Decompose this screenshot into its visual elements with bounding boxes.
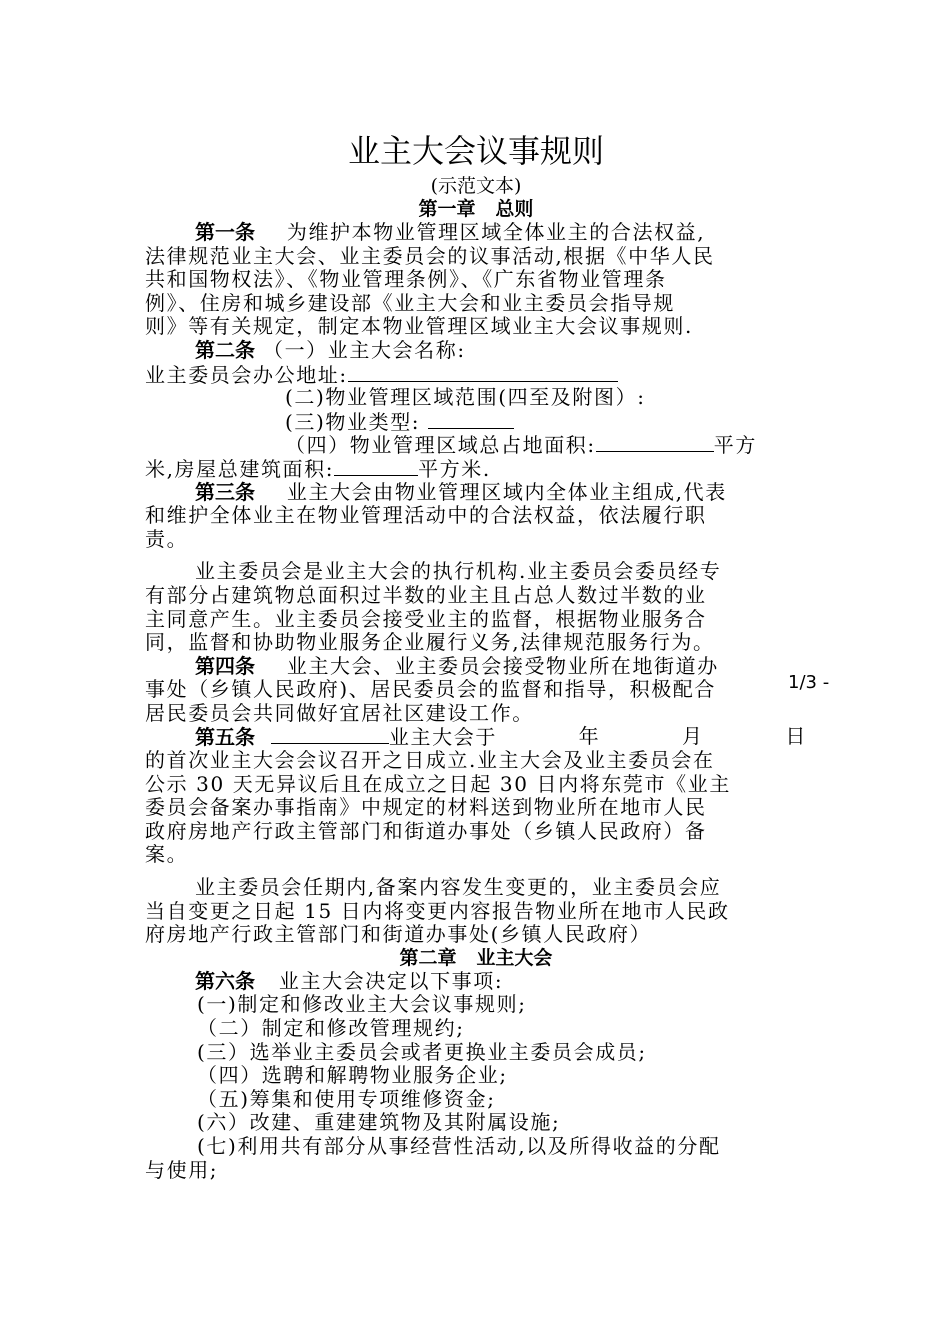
article-6-item-6: (六）改建、重建建筑物及其附属设施; [197, 1111, 561, 1135]
article-2-office-line: 业主委员会办公地址: [145, 363, 807, 387]
article-5-para2-line-3: 府房地产行政主管部门和街道办事处(乡镇人民政府） [145, 923, 652, 947]
article-5-para2-line-1: 业主委员会任期内,备案内容发生变更的，业主委员会应 [195, 876, 722, 900]
document-subtitle: (示范文本) [430, 175, 522, 197]
land-area-blank[interactable] [596, 433, 714, 452]
article-6-item-3: (三）选举业主委员会或者更换业主委员会成员; [197, 1040, 647, 1064]
article-6-item-7-cont: 与使用; [145, 1158, 219, 1182]
article-3-label: 第三条 [195, 480, 255, 504]
article-5-line-5: 政府房地产行政主管部门和街道办事处（乡镇人民政府）备 [145, 819, 707, 843]
article-3-para2-line-2: 有部分占建筑物总面积过半数的业主且占总人数过半数的业 [145, 583, 707, 607]
article-2-item-4: （四）物业管理区域总占地面积: 平方 [285, 433, 757, 457]
document-page [145, 128, 807, 1182]
article-6-item-7: (七)利用共有部分从事经营性活动,以及所得收益的分配 [197, 1134, 721, 1158]
article-3-para2-line-3: 主同意产生。业主委员会接受业主的监督，根据物业服务合 [145, 607, 707, 631]
article-5-line-1: 第五条 业主大会于 年 月 日 [195, 725, 807, 750]
article-5-line-2: 的首次业主大会会议召开之日成立.业主大会及业主委员会在 [145, 749, 715, 773]
article-1-line-2: 法律规范业主大会、业主委员会的议事活动,根据《中华人民 [145, 244, 715, 268]
article-3-para2-line-1: 业主委员会是业主大会的执行机构.业主委员会委员经专 [195, 560, 722, 584]
article-3-line-3: 责。 [145, 527, 189, 551]
article-4-label: 第四条 [195, 654, 255, 678]
article-1-label: 第一条 [195, 221, 255, 244]
article-1-line-5: 则》等有关规定，制定本物业管理区域业主大会议事规则. [145, 315, 693, 339]
article-1-line-1: 第一条 为维护本物业管理区域全体业主的合法权益, [195, 221, 706, 244]
article-2-item-2: (二)物业管理区域范围(四至及附图）: [285, 386, 646, 410]
article-5-line-4: 委员会备案办事指南》中规定的材料送到物业所在地市人民 [145, 796, 707, 820]
day-label: 日 [785, 725, 807, 749]
association-name-blank[interactable] [271, 725, 389, 744]
month-label: 月 [682, 725, 704, 749]
article-4-line-2: 事处（乡镇人民政府)、居民委员会的监督和指导，积极配合 [145, 678, 717, 702]
document-title: 业主大会议事规则 [347, 132, 604, 170]
article-6-label: 第六条 [195, 969, 255, 993]
article-5-para2-line-2: 当自变更之日起 15 日内将变更内容报告物业所在地市人民政 [145, 899, 730, 923]
article-1-line-3: 共和国物权法》、《物业管理条例》、《广东省物业管理条 [145, 268, 667, 292]
article-2-label: 第二条 [195, 338, 255, 362]
article-6-item-1: (一)制定和修改业主大会议事规则; [197, 993, 527, 1017]
article-6-item-4: （四）选聘和解聘物业服务企业; [197, 1064, 508, 1088]
article-3-line-2: 和维护全体业主在物业管理活动中的合法权益，依法履行职 [145, 504, 707, 528]
chapter-2-heading: 第二章 业主大会 [399, 946, 553, 969]
article-5-line-6: 案。 [145, 843, 189, 867]
article-6-item-2: （二）制定和修改管理规约; [197, 1017, 465, 1040]
chapter-1-heading: 第一章 总则 [418, 198, 534, 220]
article-5-line-3: 公示 30 天无异议后且在成立之日起 30 日内将东莞市《业主 [145, 772, 731, 796]
article-4-line-3: 居民委员会共同做好宜居社区建设工作。 [145, 701, 534, 725]
article-2-line-1: 第二条 （一）业主大会名称: [195, 338, 466, 362]
building-area-blank[interactable] [334, 457, 418, 476]
article-2-item-3: (三)物业类型: [145, 410, 807, 434]
article-6-item-5: （五)筹集和使用专项维修资金; [197, 1087, 496, 1111]
article-1-line-4: 例》、住房和城乡建设部《业主大会和业主委员会指导规 [145, 291, 675, 315]
property-type-blank[interactable] [428, 410, 514, 429]
article-5-label: 第五条 [195, 725, 255, 750]
page-number: 1/3 - [788, 672, 830, 693]
article-4-line-1: 第四条 业主大会、业主委员会接受物业所在地街道办 [195, 654, 719, 678]
article-2-item-4-cont: 米,房屋总建筑面积: 平方米. [145, 456, 491, 481]
article-6-line-1: 第六条 业主大会决定以下事项: [195, 969, 504, 993]
office-address-blank[interactable] [348, 363, 618, 382]
article-3-para2-line-4: 同，监督和协助物业服务企业履行义务,法律规范服务行为。 [145, 631, 715, 655]
year-label: 年 [578, 725, 601, 749]
article-3-line-1: 第三条 业主大会由物业管理区域内全体业主组成,代表 [195, 480, 727, 504]
